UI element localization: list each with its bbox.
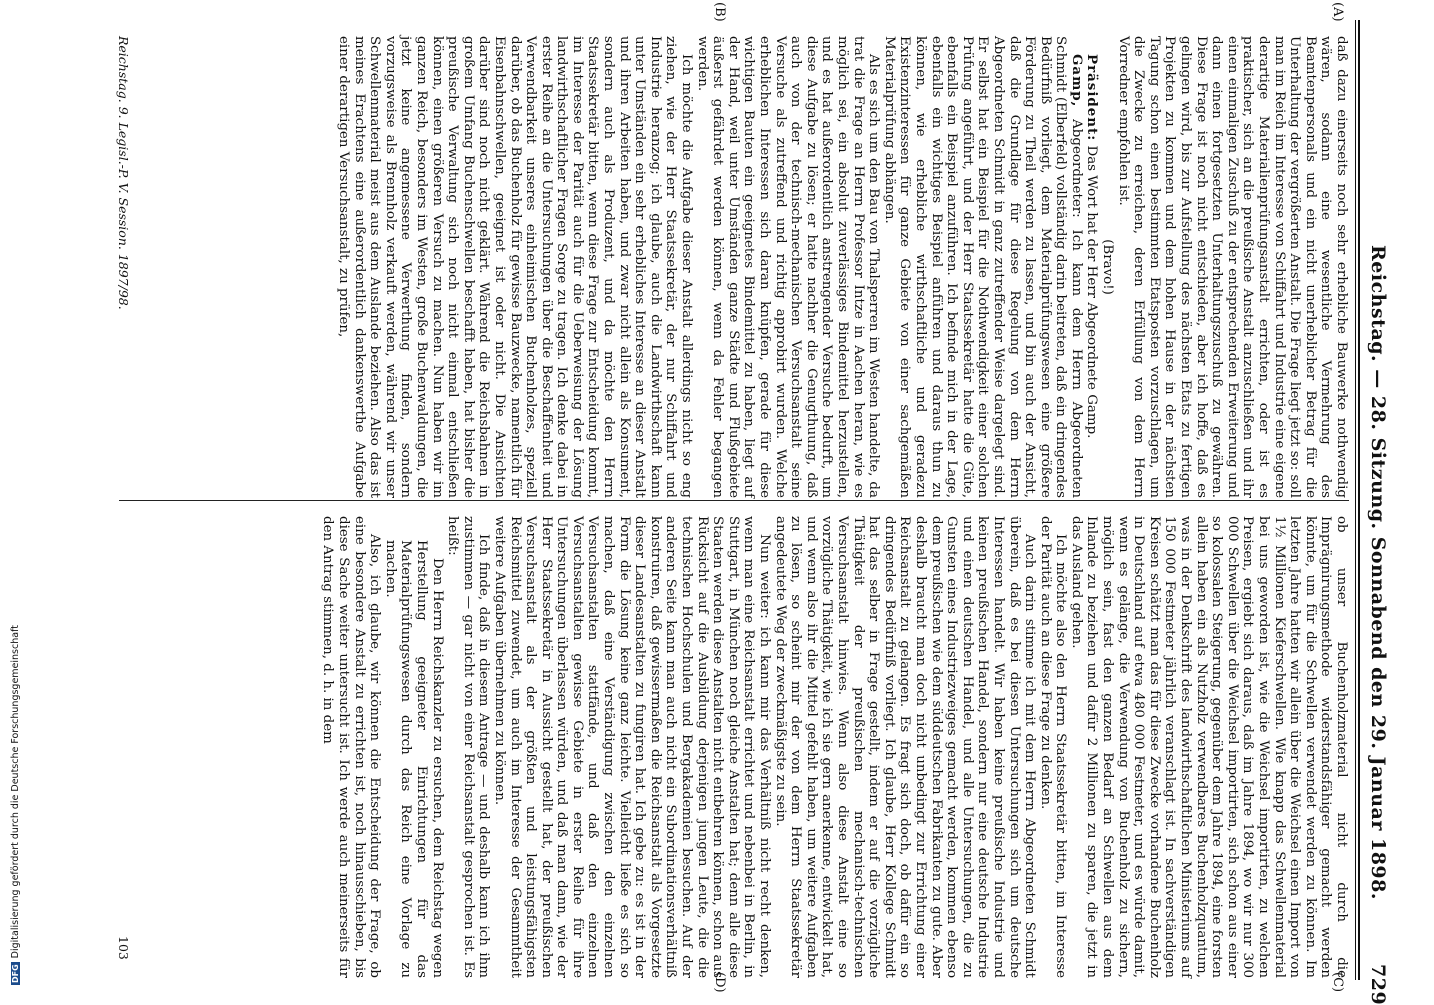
paragraph-text: Als es sich um den Bau von Thalsperren im Westen handelte, da trat die Frage an Herrn Professor Intze in Aachen heran, wie es möglich sei, ein absolut zuverlässiges Bindemittel herzustellen, und es hat außerordentlich anstrengender Versuche bedurft, um diese Aufgabe zu lösen; er hatte nachher die Genugthuung, daß auch von der technisch-mechanischen Versuchsanstalt seine Versuche als zutreffend und richtig approbirt wurden. Welche erheblichen Interessen sich daran knüpfen, gerade für diese wichtigen Bauten ein geeignetes Bindemittel zu haben, liegt auf der Hand, weil unter Umständen ganze Städte und Flußgebiete äußerst gefährdet werden können, wenn da Fehler begangen werden. xyxy=(694,36,882,498)
paragraph-text: Ich möchte die Aufgabe dieser Anstalt allerdings nicht so eng ziehen, wie der Herr Staatssekretär, der nur Schiffahrt und Industrie heranzog; ich glaube, auch die Landwirthschaft kann unter Umständen ein sehr erhebliches Interesse an dieser Anstalt und ihren Arbeiten haben, und zwar nicht allein als Konsument, sondern auch als Produzent, und da möchte den Herrn Staatssekretär bitten, wenn diese Frage zur Entscheidung kommt, im Interesse der Parität auch für die Ueberweisung der Lösung landwirthschaftlicher Fragen Sorge zu tragen. Ich denke dabei in erster Reihe an die Untersuchungen über die Beschaffenheit und Verwendbarkeit unseres einheimischen Buchenholzes, speziell darüber, ob das Buchenholz für gewisse Bauzwecke, namentlich für Eisenbahnschwellen, geeignet ist oder nicht. Die Ansichten darüber sind noch nicht geklärt. Während die Reichsbahnen in großem Umfang Buchenschwellen beschafft haben, hat bisher die preußische Verwaltung sich noch nicht einmal entschließen können, einen größeren Versuch zu machen. Nun haben wir im ganzen Reich, besonders im Westen, große Buchenwaldungen, die jetzt keine angemessene Verwerthung finden, sondern vorzugsweise als Brennholz verkauft werden, während wir unser Schwellenmaterial meist aus dem Auslande beziehen. Also das ist meines Erachtens eine außerordentlich dankenswerthe Aufgabe einer derartigen Versuchsanstalt, zu prüfen, xyxy=(336,36,695,498)
motion-quote xyxy=(382,540,444,978)
footer-sheet-number: 103 xyxy=(116,936,131,960)
speech-paragraph xyxy=(1084,36,1100,498)
paragraph xyxy=(320,516,382,978)
paragraph xyxy=(694,36,881,498)
margin-marker-c: (C) xyxy=(1330,972,1345,993)
paragraph-continued xyxy=(1115,36,1349,498)
interjection xyxy=(1100,36,1116,498)
paragraph xyxy=(1037,516,1068,978)
paragraph-text: Also, ich glaube, wir können die Entscheidung der Frage, ob eine besondere Anstalt zu errichten ist, noch hinausschieben, bis diese Sache weiter untersucht ist. Ich werde auch meinerseits für den Antrag stimmen, d. h. in dem xyxy=(320,516,383,978)
speech-paragraph xyxy=(881,36,1084,498)
speaker-name: Präsident: xyxy=(1084,54,1101,142)
column-divider xyxy=(119,500,1349,501)
right-column xyxy=(320,516,1349,978)
paragraph-text: Das Wort hat der Herr Abgeordnete Gamp. xyxy=(1084,145,1100,439)
paragraph-text: Den Herrn Reichskanzler zu ersuchen, dem Reichstag wegen Herstellung geeigneter Einrichtungen für das Materialprüfungswesen durch das Reich eine Vorlage zu machen. xyxy=(382,540,445,978)
margin-marker-b: (B) xyxy=(712,2,727,22)
paragraph-text: Ich finde, daß in diesem Antrage — und deshalb kann ich ihm zustimmen — gar nicht von einer Reichsanstalt gesprochen ist. Es heißt: xyxy=(445,516,492,978)
paragraph xyxy=(335,36,694,498)
paragraph-continued xyxy=(1068,516,1349,978)
paragraph-text: Auch darin stimme ich mit dem Herrn Abgeordneten Schmidt überein, daß es bei diesen Untersuchungen sich um deutsche Interessen handelt. Wir haben keine preußische Industrie und keinen preußischen Handel, sondern nur eine deutsche Industrie und einen deutschen Handel, und alle Untersuchungen, die zu Gunsten eines Industriezweiges gemacht werden, kommen ebenso dem preußischen wie dem süddeutschen Fabrikanten zu gute. Aber deshalb braucht man doch nicht unbedingt zur Errichtung einer Reichsanstalt zu gelangen. Es fragt sich doch, ob dafür ein so dringendes Bedürfniß vorliegt. Ich glaube, Herr Kollege Schmidt hat das selber in Frage gestellt, indem er auf die vorzügliche Thätigkeit der preußischen mechanisch-technischen Versuchsanstalt hinwies. Wenn also diese Anstalt eine so vorzügliche Thätigkeit, wie ich sie gern anerkenne, entwickelt hat, und wenn also ihr die Mittel gefehlt haben, um weitere Aufgaben zu lösen, so scheint mir der von dem Herrn Staatssekretär angedeutete Weg der zweckmäßigste zu sein. xyxy=(772,516,1038,978)
left-column xyxy=(335,36,1349,498)
margin-marker-a: (A) xyxy=(1330,2,1345,22)
paragraph xyxy=(445,516,492,978)
paragraph-text: Abgeordneter: Ich kann dem Herrn Abgeordneten Schmidt (Elberfeld) vollständig darin beitreten, daß ein dringendes Bedürfniß vorliegt, dem Materialprüfungswesen eine größere Förderung zu Theil werden zu lassen, und bin auch der Ansicht, daß die Grundlage für diese Regelung von dem Herrn Abgeordneten Schmidt in ganz zutreffender Weise dargelegt sind. Er selbst hat ein Beispiel für die Nothwendigkeit einer solchen Prüfung angeführt, und der Herr Staatssekretär hatte die Güte, ebenfalls ein Beispiel anzuführen. Ich befinde mich in der Lage, ebenfalls ein wichtiges Beispiel anführen und daraus thun zu können, wie erhebliche wirthschaftliche und geradezu Existenzinteressen für ganze Gebiete von einer sachgemäßen Materialprüfung abhängen. xyxy=(881,36,1084,498)
header-rule-thin xyxy=(1355,20,1356,980)
speaker-name: Gamp, xyxy=(1068,54,1085,108)
dfg-logo: DFG xyxy=(11,964,20,983)
header-title: Reichstag. — 28. Sitzung. Sonnabend den 29. Januar 1898. xyxy=(1367,245,1389,900)
paragraph-text: daß dazu einerseits noch sehr erhebliche Bauwerke nothwendig wären, sodann eine wesentliche Vermehrung des Beamtenpersonals und ein nicht unerheblicher Betrag für die Unterhaltung der vergrößerten Anstalt. Die Frage liegt jetzt so: soll man im Reich im Interesse von Schiffahrt und Industrie eine eigene derartige Materialienprüfungsanstalt errichten, oder ist es praktischer, sich an die preußische Anstalt anzuschließen und ihr einen einmaligen Zuschuß zu der entsprechenden Erweiterung und dann einen fortgesetzten Unterhaltungszuschuß zu gewähren. Diese Frage ist noch nicht entschieden, aber ich hoffe, daß es gelingen wird, bis zur Aufstellung des nächsten Etats zu fertigen Projekten zu kommen und dem hohen Hause in der nächsten Tagung schon einen bestimmten Etatsposten vorzuschlagen, um die Zwecke zu erreichen, deren Erfüllung von dem Herrn Vorredner empfohlen ist. xyxy=(1115,36,1349,498)
funding-note-text: Digitalisierung gefördert durch die Deutsche Forschungsgemeinschaft xyxy=(10,625,21,959)
paragraph xyxy=(772,516,1037,978)
margin-marker-d: (D) xyxy=(712,972,727,993)
paragraph-text: ob unser Buchenholzmaterial nicht durch die Imprägnirungsmethode widerstandsfähiger gemacht werden könnte, um für die Schwellen verwendet werden zu können. Im letzten Jahre hatten wir allein über die Weichsel einen Import von 1½ Millionen Kieferschwellen. Wie knapp das Schwellenmaterial bei uns geworden ist, wie die Weichsel importirten, zu welchen Preisen, ergiebt sich daraus, daß im Jahre 1894, wo wir nur 300 000 Schwellen über die Weichsel importirten, sich schon aus einer so kolossalen Steigerung, gegenüber dem Jahre 1894, eine forsten allein haben ein als Nutzholz verwendbares Buchenholzquantum, was in der Denkschrift des landwirthschaftlichen Ministeriums auf 150 000 Festmeter jährlich veranschlagt ist. In sachverständigen Kreisen schätzt man das für diese Zwecke vorhandene Buchenholz in Deutschland auf etwa 480 000 Festmeter, und es würde damit, wenn es gelänge, die Verwendung von Buchenholz zu sichern, möglich sein, fast den ganzen Bedarf an Schwellen aus dem Inlande zu beziehen und dafür 2 Millionen zu sparen, die jetzt in das Ausland gehen. xyxy=(1068,516,1349,978)
header-rule xyxy=(1358,20,1360,980)
paragraph-text: Nun weiter: ich kann mir das Verhältniß nicht recht denken, wenn man eine Reichsanstalt errichtet und nebenbei in Berlin, in Stuttgart, in München noch gleiche Anstalten hat; denn alle diese Staaten werden diese Anstalten nicht entbehren können, schon aus Rücksicht auf die Ausbildung derjenigen jungen Leute, die die technischen Hochschulen und Bergakademien besuchen. Auf der anderen Seite kann man auch nicht ein Subordinationsverhältniß konstruiren, daß gewissermaßen die Reichsanstalt als Vorgesetzte dieser Landesanstalten zu fungiren hat. Ich gebe zu: es ist in der Form die Lösung keine ganz leichte. Vielleicht ließe es sich so machen, daß eine Verständigung zwischen den einzelnen Versuchsanstalten stattfände, und daß den einzelnen Versuchsanstalten gewisse Gebiete in erster Reihe für ihre Untersuchungen überlassen würden, und daß man dann, wie der Herr Staatssekretär in Aussicht gestellt hat, der preußischen Versuchsanstalt als der größten und leistungsfähigsten Reichsmittel zuwendet, um auch im Interesse der Gesammtheit weitere Aufgaben übernehmen zu können. xyxy=(491,516,773,978)
paragraph xyxy=(491,516,772,978)
funding-note xyxy=(10,0,24,985)
paragraph-text: (Bravo!) xyxy=(1100,239,1116,295)
page xyxy=(49,0,1399,1005)
paragraph-text: Ich möchte also den Herrn Staatssekretär bitten, im Interesse der Parität auch an diese Frage zu denken. xyxy=(1037,516,1069,978)
page-header xyxy=(1363,20,1393,1005)
page-number: 729 xyxy=(1367,964,1389,1005)
footer-source: Reichstag. 9. Legisl.-P. V. Session. 1897/98. xyxy=(116,36,131,310)
page-footer xyxy=(111,36,131,980)
